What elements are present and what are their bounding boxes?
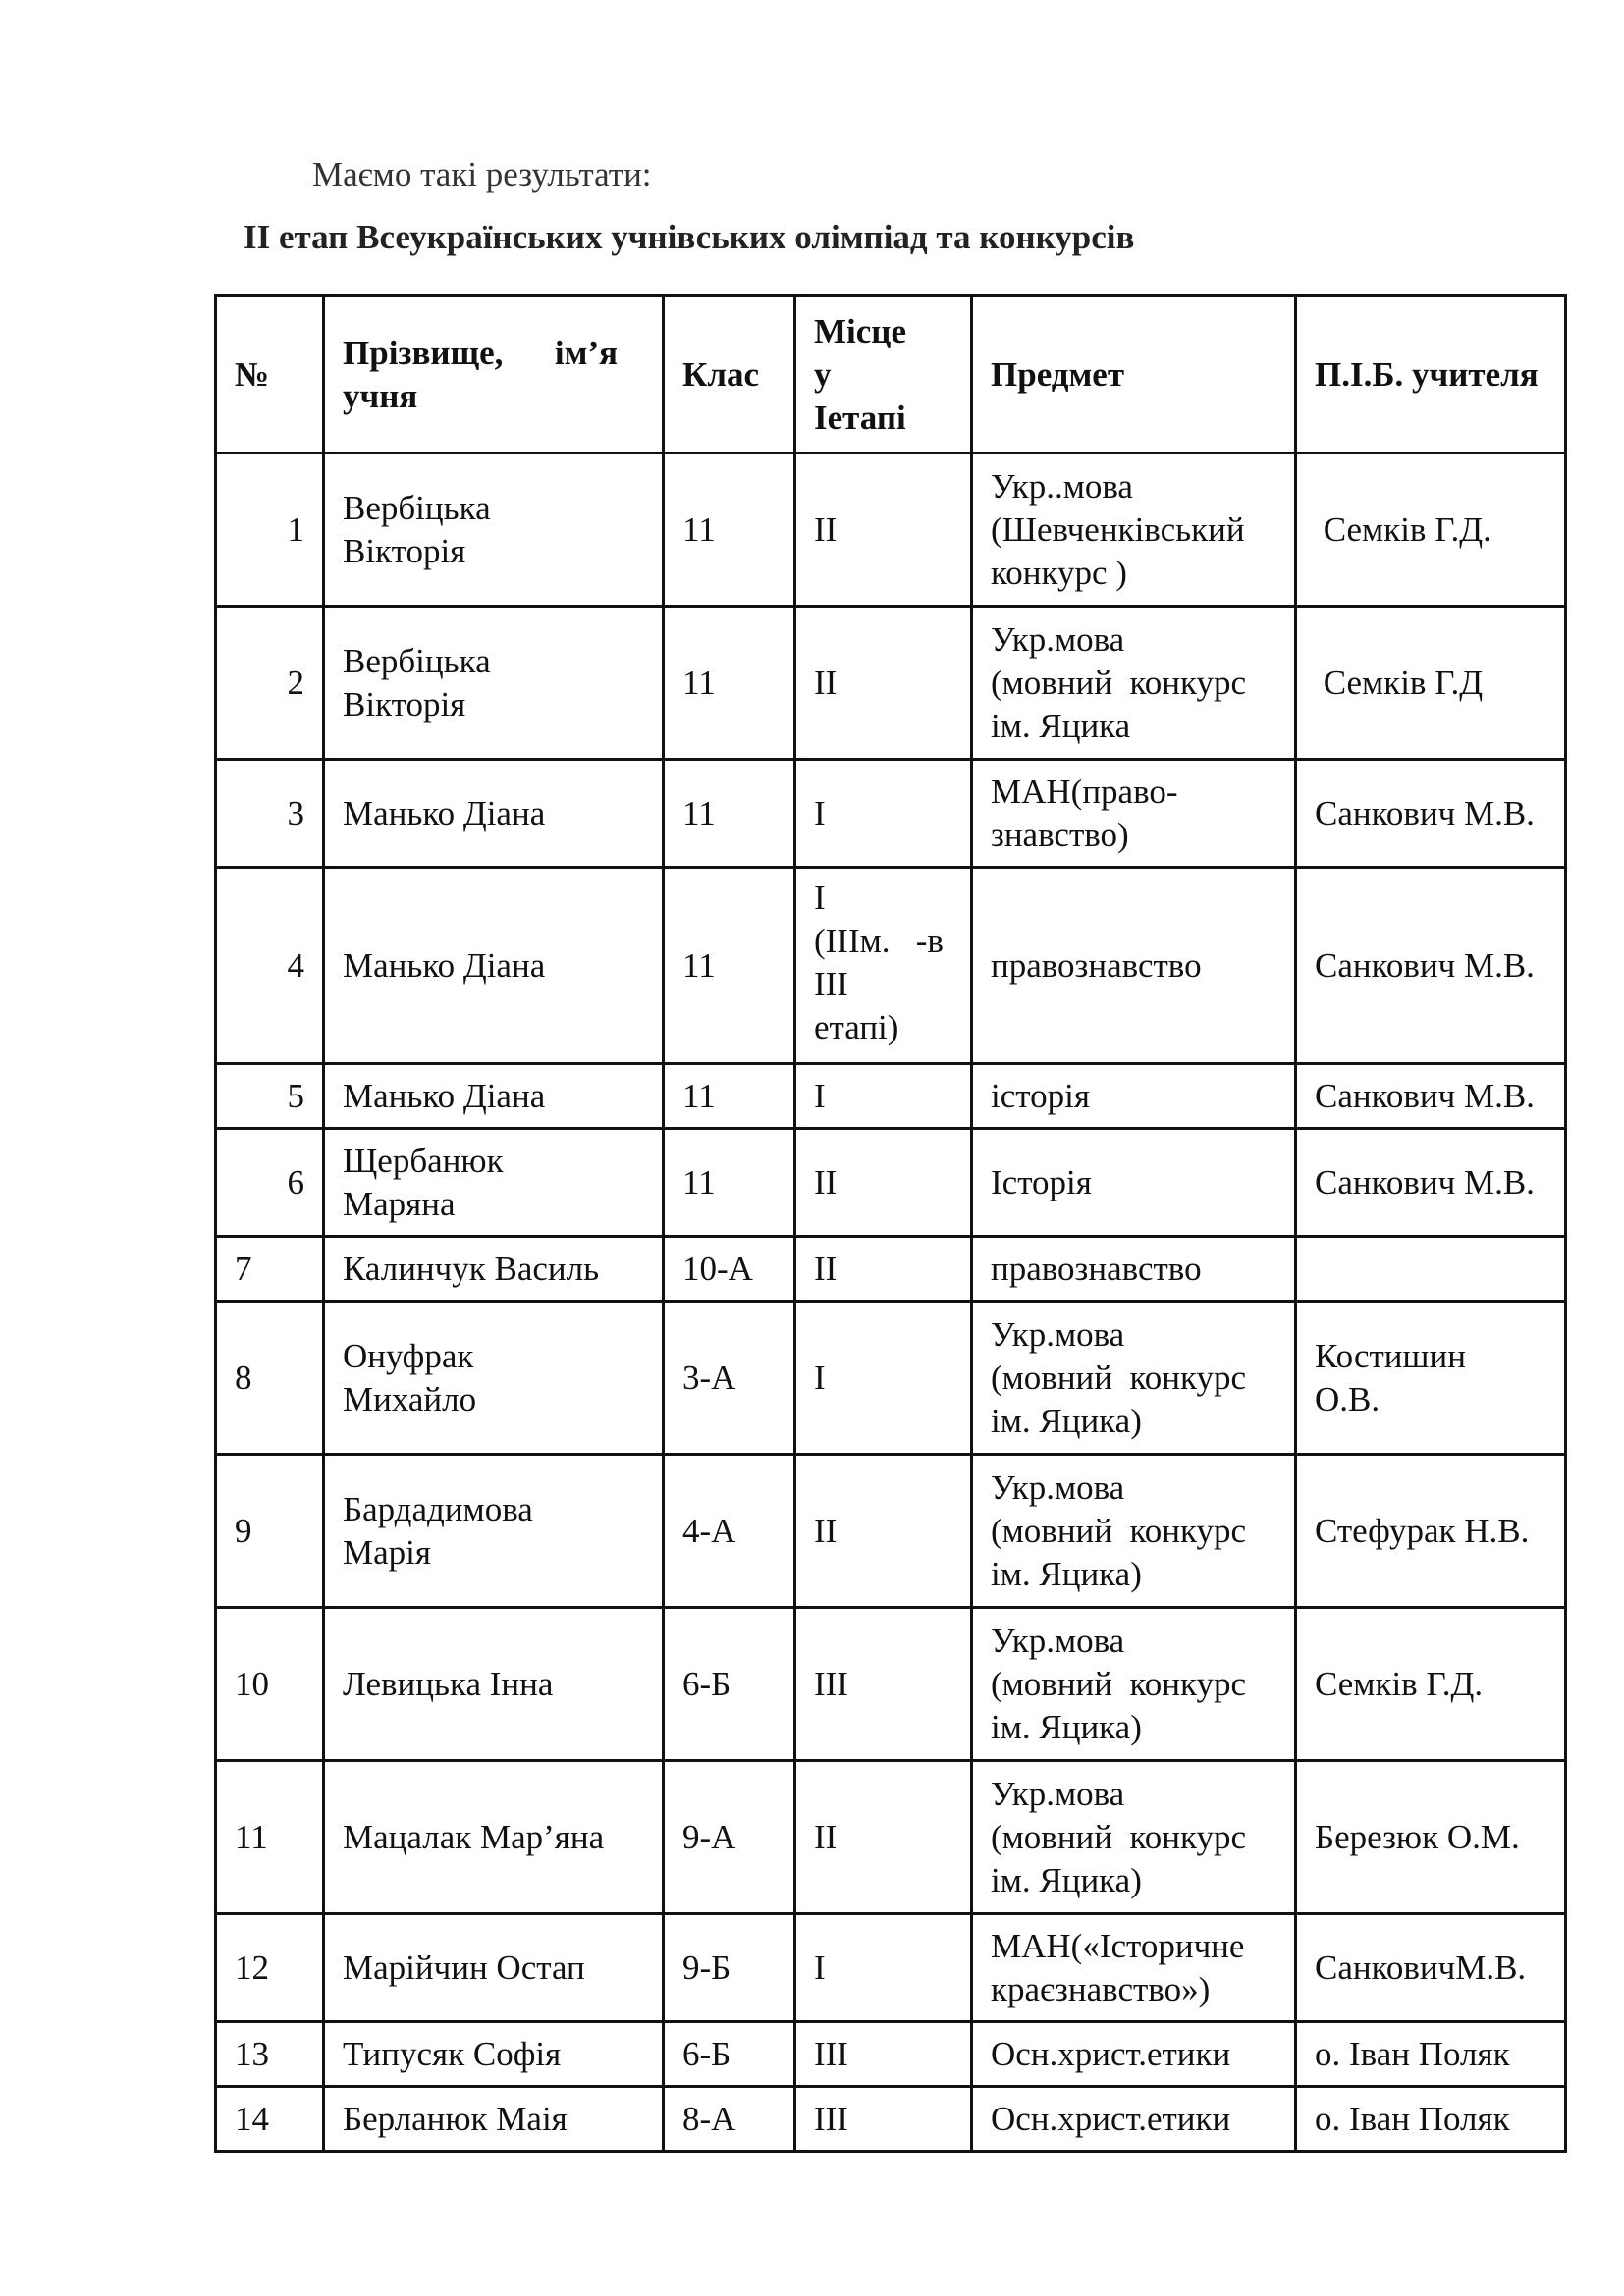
- student-name: [324, 2022, 664, 2087]
- table-row: [216, 1455, 1566, 1608]
- teacher-line1: Санкович М.В.: [1315, 1076, 1535, 1115]
- subject-line1: Осн.христ.етики: [991, 2034, 1231, 2073]
- row-number: 9: [216, 1455, 324, 1608]
- class-cell: 11: [664, 454, 795, 607]
- place-cell: [795, 2022, 972, 2087]
- student-name-line2: Вікторія: [343, 531, 466, 570]
- student-name: [324, 1064, 664, 1129]
- header-place-line1: Місце: [814, 311, 906, 350]
- student-name: [324, 1761, 664, 1914]
- subject-cell: [972, 1608, 1296, 1761]
- row-number: 14: [216, 2087, 324, 2152]
- subject-line2: (мовний конкурс: [991, 1511, 1247, 1550]
- subject-line1: Укр.мова: [991, 1468, 1125, 1507]
- teacher-line1: Костишин: [1315, 1336, 1466, 1375]
- subject-line2: (Шевченківський: [991, 509, 1245, 549]
- student-name: [324, 1608, 664, 1761]
- student-name-line2: Марія: [343, 1532, 431, 1572]
- place-line1: І: [814, 879, 826, 917]
- row-number: 11: [216, 1761, 324, 1914]
- subject-cell: [972, 1237, 1296, 1302]
- row-number: 4: [216, 868, 324, 1064]
- header-place: [795, 296, 972, 454]
- subject-line2: (мовний конкурс: [991, 1664, 1247, 1703]
- teacher-line1: Семків Г.Д.: [1315, 1664, 1484, 1703]
- place-line2: (ІІІм. -в: [814, 922, 944, 960]
- subject-line2: (мовний конкурс: [991, 1358, 1247, 1397]
- teacher-line1: Семків Г.Д.: [1315, 509, 1491, 549]
- teacher-line1: о. Іван Поляк: [1315, 2034, 1510, 2073]
- student-name: [324, 2087, 664, 2152]
- student-name: [324, 1914, 664, 2022]
- student-name: [324, 607, 664, 760]
- subject-line3: ім. Яцика): [991, 1707, 1142, 1746]
- class-cell: 6-Б: [664, 2022, 795, 2087]
- teacher-line1: Санкович М.В.: [1315, 945, 1535, 985]
- place-cell: [795, 1914, 972, 2022]
- table-row: [216, 607, 1566, 760]
- student-name: [324, 1237, 664, 1302]
- subject-line3: ім. Яцика: [991, 706, 1131, 745]
- student-name-line1: Бардадимова: [343, 1489, 533, 1528]
- place-cell: [795, 1064, 972, 1129]
- teacher-cell: [1296, 1237, 1566, 1302]
- teacher-cell: [1296, 1302, 1566, 1455]
- subject-line2: (мовний конкурс: [991, 663, 1247, 702]
- place-line1: І: [814, 1948, 826, 1987]
- class-cell: 6-Б: [664, 1608, 795, 1761]
- row-number: 6: [216, 1129, 324, 1237]
- place-line1: ІІ: [814, 1511, 838, 1550]
- subject-cell: [972, 2022, 1296, 2087]
- place-cell: [795, 607, 972, 760]
- student-name-line1: Вербіцька: [343, 488, 491, 527]
- place-cell: [795, 1129, 972, 1237]
- subject-line2: краєзнавство»): [991, 1969, 1211, 2008]
- teacher-cell: [1296, 1455, 1566, 1608]
- class-cell: 11: [664, 1129, 795, 1237]
- place-line1: ІІ: [814, 663, 838, 702]
- class-cell: 9-Б: [664, 1914, 795, 2022]
- student-name-line1: Левицька Інна: [343, 1664, 554, 1703]
- table-row: [216, 1608, 1566, 1761]
- row-number: 2: [216, 607, 324, 760]
- teacher-cell: [1296, 868, 1566, 1064]
- place-cell: [795, 1761, 972, 1914]
- subject-cell: [972, 1302, 1296, 1455]
- student-name-line2: Михайло: [343, 1379, 477, 1418]
- class-cell: 3-А: [664, 1302, 795, 1455]
- place-line4: етапі): [814, 1008, 899, 1046]
- place-line3: ІІІ: [814, 965, 848, 1003]
- class-cell: 9-А: [664, 1761, 795, 1914]
- teacher-cell: [1296, 2022, 1566, 2087]
- table-row: [216, 2087, 1566, 2152]
- student-name-line1: Мацалак Мар’яна: [343, 1817, 605, 1856]
- teacher-cell: [1296, 1761, 1566, 1914]
- place-line1: ІІ: [814, 509, 838, 549]
- subject-line1: Укр..мова: [991, 466, 1133, 506]
- results-table: [214, 294, 1567, 2153]
- class-cell: 4-А: [664, 1455, 795, 1608]
- place-line1: І: [814, 1076, 826, 1115]
- teacher-line1: Семків Г.Д: [1315, 663, 1484, 702]
- subject-cell: [972, 760, 1296, 868]
- table-row: [216, 1237, 1566, 1302]
- teacher-line1: Стефурак Н.В.: [1315, 1511, 1530, 1550]
- table-row: [216, 2022, 1566, 2087]
- teacher-cell: [1296, 454, 1566, 607]
- student-name: [324, 454, 664, 607]
- table-row: [216, 1129, 1566, 1237]
- subject-line1: історія: [991, 1076, 1090, 1115]
- teacher-cell: [1296, 2087, 1566, 2152]
- student-name-line2: Вікторія: [343, 684, 466, 723]
- place-cell: [795, 1608, 972, 1761]
- student-name-line1: Марійчин Остап: [343, 1948, 585, 1987]
- table-row: [216, 1761, 1566, 1914]
- place-line1: ІІІ: [814, 2099, 848, 2138]
- student-name-line1: Калинчук Василь: [343, 1249, 600, 1288]
- teacher-cell: [1296, 1064, 1566, 1129]
- student-name-line1: Онуфрак: [343, 1336, 474, 1375]
- subject-cell: [972, 1064, 1296, 1129]
- header-name-line2: учня: [343, 376, 418, 415]
- subject-line3: ім. Яцика): [991, 1554, 1142, 1593]
- student-name-line1: Берланюк Маія: [343, 2099, 568, 2138]
- row-number: 13: [216, 2022, 324, 2087]
- subject-line1: Історія: [991, 1162, 1092, 1201]
- subject-line3: конкурс ): [991, 553, 1127, 592]
- teacher-cell: [1296, 1914, 1566, 2022]
- place-cell: [795, 1302, 972, 1455]
- student-name: [324, 868, 664, 1064]
- subject-cell: [972, 1129, 1296, 1237]
- row-number: 10: [216, 1608, 324, 1761]
- student-name-line1: Вербіцька: [343, 641, 491, 680]
- student-name: [324, 1129, 664, 1237]
- subject-line1: Укр.мова: [991, 1774, 1125, 1813]
- header-teacher: П.І.Б. учителя: [1296, 296, 1566, 454]
- subject-cell: [972, 1455, 1296, 1608]
- row-number: 3: [216, 760, 324, 868]
- teacher-cell: [1296, 760, 1566, 868]
- student-name: [324, 1455, 664, 1608]
- table-row: [216, 454, 1566, 607]
- subject-line1: правознавство: [991, 1249, 1202, 1288]
- subject-cell: [972, 1761, 1296, 1914]
- subject-line1: Укр.мова: [991, 1314, 1125, 1354]
- place-line1: ІІ: [814, 1162, 838, 1201]
- subject-line1: МАН(«Історичне: [991, 1926, 1245, 1965]
- table-header-row: [216, 296, 1566, 454]
- teacher-line1: Санкович М.В.: [1315, 1162, 1535, 1201]
- class-cell: 10-А: [664, 1237, 795, 1302]
- place-line1: ІІ: [814, 1817, 838, 1856]
- place-cell: [795, 1237, 972, 1302]
- table-row: [216, 868, 1566, 1064]
- header-place-line3: Іетапі: [814, 398, 906, 437]
- student-name-line1: Типусяк Софія: [343, 2034, 562, 2073]
- place-cell: [795, 2087, 972, 2152]
- subject-line1: правознавство: [991, 945, 1202, 985]
- student-name-line1: Манько Діана: [343, 945, 546, 985]
- row-number: 5: [216, 1064, 324, 1129]
- subject-cell: [972, 868, 1296, 1064]
- subject-line2: (мовний конкурс: [991, 1817, 1247, 1856]
- table-row: [216, 1064, 1566, 1129]
- row-number: 12: [216, 1914, 324, 2022]
- teacher-cell: [1296, 1608, 1566, 1761]
- subject-line1: Укр.мова: [991, 619, 1125, 659]
- subject-line1: Осн.христ.етики: [991, 2099, 1231, 2138]
- place-line1: І: [814, 1358, 826, 1397]
- place-cell: [795, 1455, 972, 1608]
- subject-line1: Укр.мова: [991, 1621, 1125, 1660]
- student-name: [324, 1302, 664, 1455]
- teacher-line2: О.В.: [1315, 1379, 1380, 1418]
- student-name-line1: Манько Діана: [343, 793, 546, 832]
- subject-cell: [972, 607, 1296, 760]
- section-heading: ІІ етап Всеукраїнських учнівських олімпіад та конкурсів: [244, 218, 1135, 256]
- teacher-line1: Березюк О.М.: [1315, 1817, 1520, 1856]
- row-number: 8: [216, 1302, 324, 1455]
- row-number: 1: [216, 454, 324, 607]
- subject-cell: [972, 2087, 1296, 2152]
- header-name-line1: Прізвище, ім’я: [343, 333, 619, 372]
- header-place-line2: у: [814, 354, 832, 394]
- teacher-cell: [1296, 1129, 1566, 1237]
- class-cell: 11: [664, 760, 795, 868]
- teacher-line1: Санкович М.В.: [1315, 793, 1535, 832]
- intro-text: Маємо такі результати:: [312, 155, 652, 193]
- place-cell: [795, 868, 972, 1064]
- place-cell: [795, 454, 972, 607]
- subject-line3: ім. Яцика): [991, 1860, 1142, 1899]
- header-subject: Предмет: [972, 296, 1296, 454]
- table-body: [216, 454, 1566, 2152]
- subject-cell: [972, 1914, 1296, 2022]
- header-class: Клас: [664, 296, 795, 454]
- table-row: [216, 1302, 1566, 1455]
- place-line1: ІІ: [814, 1249, 838, 1288]
- place-line1: ІІІ: [814, 2034, 848, 2073]
- subject-cell: [972, 454, 1296, 607]
- place-line1: ІІІ: [814, 1664, 848, 1703]
- teacher-line1: о. Іван Поляк: [1315, 2099, 1510, 2138]
- header-num: №: [216, 296, 324, 454]
- class-cell: 11: [664, 607, 795, 760]
- table-row: [216, 760, 1566, 868]
- header-name: [324, 296, 664, 454]
- row-number: 7: [216, 1237, 324, 1302]
- teacher-line1: СанковичМ.В.: [1315, 1948, 1527, 1987]
- place-cell: [795, 760, 972, 868]
- student-name-line1: Щербанюк: [343, 1141, 504, 1180]
- table-row: [216, 1914, 1566, 2022]
- subject-line2: знавство): [991, 815, 1129, 854]
- subject-line1: МАН(право-: [991, 772, 1178, 811]
- class-cell: 11: [664, 1064, 795, 1129]
- teacher-cell: [1296, 607, 1566, 760]
- place-line1: І: [814, 793, 826, 832]
- class-cell: 11: [664, 868, 795, 1064]
- student-name-line1: Манько Діана: [343, 1076, 546, 1115]
- subject-line3: ім. Яцика): [991, 1401, 1142, 1440]
- student-name-line2: Маряна: [343, 1184, 456, 1223]
- student-name: [324, 760, 664, 868]
- class-cell: 8-А: [664, 2087, 795, 2152]
